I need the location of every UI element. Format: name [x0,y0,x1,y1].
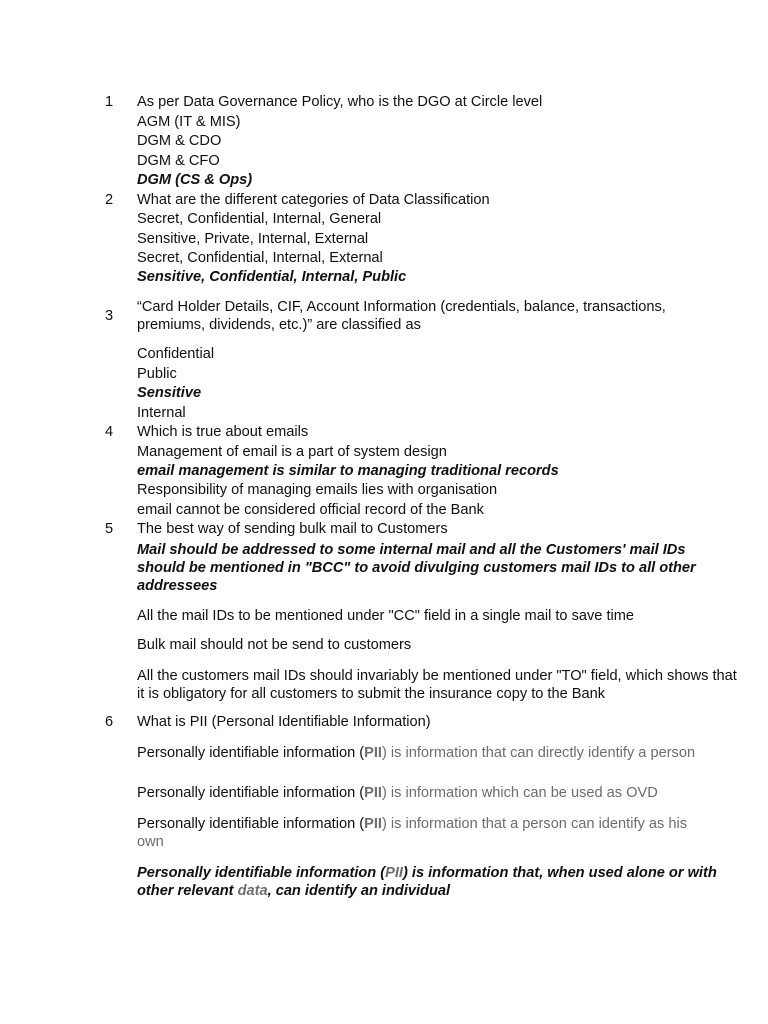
option-text: ) is information that, when used alone or with other relevant [137,865,717,899]
option-text: ) is information that a person can identify as his own [137,816,687,850]
option: AGM (IT & MIS) [137,113,241,130]
question-text: What is PII (Personal Identifiable Information) [137,714,431,730]
option-prefix: Personally identifiable information ( [137,784,365,801]
question-text-line-2: premiums, dividends, etc.)” are classified as [137,317,421,333]
option: All the customers mail IDs should invariably be mentioned under "TO" field, which shows that it is obligatory for all customers to submit the insurance copy to the Bank [137,667,737,702]
question-text-line-1: “Card Holder Details, CIF, Account Information (credentials, balance, transactions, [137,299,666,315]
question-text: The best way of sending bulk mail to Customers [137,521,448,537]
question-number: 4 [105,424,114,440]
option-prefix: Personally identifiable information ( [137,816,365,832]
option: email cannot be considered official record of the Bank [137,501,484,518]
option: DGM & CDO [137,133,222,149]
question-number: 1 [105,94,114,110]
correct-option: Sensitive, Confidential, Internal, Public [137,269,407,285]
option: Secret, Confidential, Internal, External [137,250,383,266]
option: DGM & CFO [137,152,220,169]
option: Secret, Confidential, Internal, General [137,211,382,227]
question-number: 5 [105,521,114,537]
pii-abbr: PII [364,745,382,761]
option: Management of email is a part of system design [137,443,447,460]
question-number: 2 [105,191,114,208]
option: Bulk mail should not be send to customers [137,637,412,653]
option [137,744,737,764]
option: Responsibility of managing emails lies with organisation [137,482,498,498]
option: Sensitive, Private, Internal, External [137,230,369,247]
pii-abbr: PII [364,784,382,801]
correct-option [137,864,717,900]
question-number: 6 [105,714,114,730]
correct-option: Sensitive [137,385,202,401]
option: Public [137,365,177,382]
option [137,815,717,851]
option-prefix: Personally identifiable information ( [137,865,386,881]
pii-abbr: PII [385,865,403,881]
option-text: ) is information which can be used as OVD [381,784,658,801]
option [137,784,737,804]
option-grey-word: data [237,883,268,899]
correct-option: Mail should be addressed to some internal mail and all the Customers' mail IDs should be mentioned in "BCC" to avoid divulging customers mail IDs to all other addressees [137,542,696,594]
option: All the mail IDs to be mentioned under "CC" field in a single mail to save time [137,608,635,624]
question-number: 3 [105,308,114,324]
option: Confidential [137,346,215,362]
question-text: As per Data Governance Policy, who is the DGO at Circle level [137,94,543,110]
correct-option: email management is similar to managing traditional records [137,462,559,479]
option: Internal [137,404,186,421]
option-prefix: Personally identifiable information ( [137,745,365,761]
option-tail: , can identify an individual [267,883,451,899]
pii-abbr: PII [364,816,382,832]
option-text: ) is information that can directly identify a person [381,745,696,761]
question-text: What are the different categories of Data Classification [137,191,490,208]
correct-option: DGM (CS & Ops) [137,172,253,188]
question-text: Which is true about emails [137,424,309,440]
